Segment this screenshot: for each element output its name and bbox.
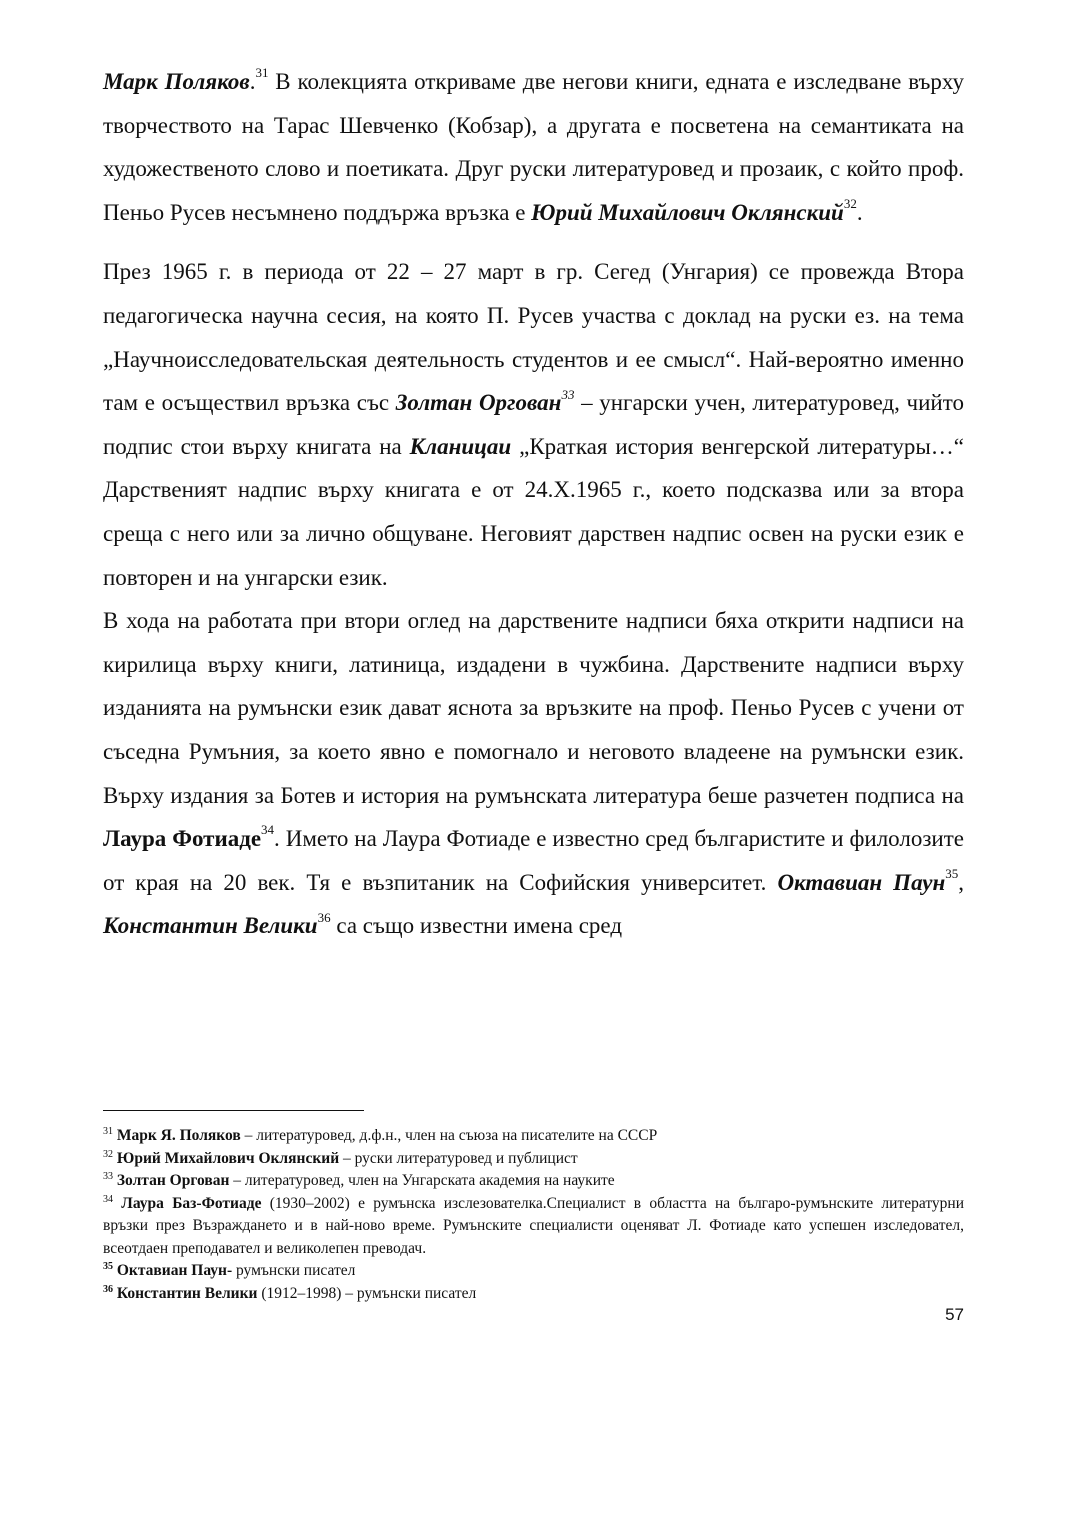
footnote-35 xyxy=(103,1260,964,1283)
text-run: „Краткая история венгерской литературы…“ Дарственият надпис върху книгата е от 24.Х.1965 г., което подсказва или за втора среща с него или за лично общуване. Неговият дарствен надпис освен на руски език е повторен и на унгарски език. xyxy=(103,433,964,590)
text-run: В хода на работата при втори оглед на дарствените надписи бяха открити надписи на кирилица върху книги, латиница, издадени в чужбина. Дарствените надписи върху изданията на румънски език дават яснота за връзките на проф. Пеньо Русев с учени от съседна Румъния, за което явно е помогнало и неговото владеене на румънски език. Върху издания за Ботев и история на румънската литература беше разчетен подписа на xyxy=(103,608,964,808)
author-name-polyakov: Марк Поляков xyxy=(103,69,250,94)
footnote-number: 32 xyxy=(103,1148,113,1160)
footnote-text: румънски писател xyxy=(232,1262,356,1279)
footnote-ref-34: 34 xyxy=(261,822,275,838)
footnote-separator xyxy=(103,1110,364,1111)
footnote-ref-36: 36 xyxy=(317,909,331,925)
footnote-text: – руски литературовед и публицист xyxy=(339,1149,578,1167)
text-run: , xyxy=(958,869,964,895)
author-name-veliki: Константин Велики xyxy=(103,913,318,939)
paragraph-2 xyxy=(103,250,964,599)
footnote-text: (1912–1998) – румънски писател xyxy=(257,1284,477,1302)
text-run: През 1965 г. в периода от 22 – 27 март в гр. Сегед (Унгария) се провежда Втора педагогическа научна сесия, на която П. Русев участва с доклад на руски ез. на тема „Научноисследовательская деятельность студентов и ее смысл“. Най-вероятно именно там е осъществил връзка със xyxy=(103,259,964,416)
text-run: . xyxy=(249,69,256,94)
text-run: В колекцията откриваме две негови книги, едната е изследване върху творчеството на Тарас Шевченко (Кобзар), а другата е посветена на семантиката на художественото слово и поетиката. Друг руски литературовед и прозаик, с който проф. Пеньо Русев несъмнено поддържа връзка е xyxy=(103,69,965,225)
footnote-36 xyxy=(103,1283,964,1306)
footnote-number: 36 xyxy=(103,1283,113,1295)
footnote-number: 33 xyxy=(103,1170,113,1182)
footnote-ref-32: 32 xyxy=(843,196,857,212)
text-run: . Името на Лаура Фотиаде е известно сред българистите и филолозите от края на 20 век. Тя е възпитаник на Софийския университет. xyxy=(103,826,965,895)
footnote-name: Лаура Баз-Фотиаде xyxy=(121,1194,262,1212)
paragraph-3 xyxy=(103,599,964,948)
footnote-32 xyxy=(103,1148,964,1171)
footnote-ref-33: 33 xyxy=(561,386,575,402)
footnote-name: Золтан Оргован xyxy=(116,1172,230,1189)
footnote-name: Марк Я. Поляков xyxy=(116,1127,241,1144)
text-run: са също известни имена сред xyxy=(330,913,623,939)
footnote-number: 35 xyxy=(103,1260,113,1272)
footnote-34 xyxy=(103,1193,964,1261)
text-run: . xyxy=(856,199,863,225)
page-body xyxy=(103,60,964,948)
footnote-name: Октавиан Паун- xyxy=(116,1262,233,1279)
footnote-text: – литературовед, д.ф.н., член на съюза на писателите на СССР xyxy=(240,1127,658,1144)
footnote-text: – литературовед, член на Унгарската академия на науките xyxy=(229,1172,615,1189)
footnote-ref-35: 35 xyxy=(945,866,959,882)
author-name-fotiade: Лаура Фотиаде xyxy=(103,826,262,852)
footnote-number: 34 xyxy=(103,1193,113,1205)
footnote-text: (1930–2002) е румънска изслезователка.Специалист в областта на българо-румънските литературни връзки през Възраждането и в най-ново време. Румънските специалисти оценяват Л. Фотиаде като успешен изследовател, всеотдаен преподавател и великолепен преводач. xyxy=(103,1194,964,1257)
author-name-oklyanskiy: Юрий Михайлович Оклянский xyxy=(531,199,844,225)
footnote-number: 31 xyxy=(103,1125,113,1137)
footnote-name: Константин Велики xyxy=(116,1284,258,1302)
paragraph-1 xyxy=(103,60,964,234)
footnotes xyxy=(103,1110,964,1305)
footnote-31 xyxy=(103,1125,964,1148)
footnote-ref-31: 31 xyxy=(255,65,269,81)
text-run: – унгарски учен, литературовед, чийто подпис стои върху книгата на xyxy=(103,390,964,459)
page-number: 57 xyxy=(945,1305,964,1324)
author-name-klanitsai: Кланицаи xyxy=(409,433,512,459)
author-name-orgovan: Золтан Оргован xyxy=(395,390,562,416)
footnote-33 xyxy=(103,1170,964,1193)
author-name-paun: Октавиан Паун xyxy=(777,869,946,895)
footnote-name: Юрий Михайлович Оклянский xyxy=(116,1149,340,1167)
